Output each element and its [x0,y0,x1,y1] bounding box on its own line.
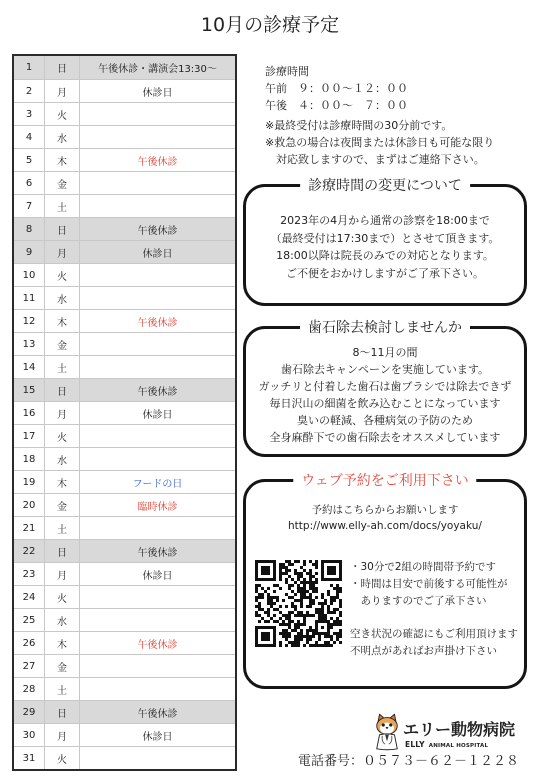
calendar-row [14,56,235,79]
calendar-row [14,194,235,217]
calendar-row [14,654,235,677]
qr-code [255,560,342,647]
day-number: 24 [14,586,45,608]
weekday: 月 [45,563,80,585]
calendar-row [14,401,235,424]
weekday: 日 [45,540,80,562]
weekday: 月 [45,724,80,746]
booking-url: http://www.elly-ah.com/docs/yoyaku/ [288,519,482,532]
day-number: 16 [14,402,45,424]
page-title: 10月の診療予定 [200,14,340,36]
day-number: 19 [14,471,45,493]
campaign-line: 8〜11月の間 [352,345,418,359]
clinic-hours [265,63,494,168]
day-number: 26 [14,632,45,654]
calendar-row [14,286,235,309]
day-note [80,287,235,309]
day-number: 29 [14,701,45,723]
calendar-row [14,378,235,401]
mascot-icon [373,713,401,751]
calendar-row [14,608,235,631]
day-number: 9 [14,241,45,263]
day-note: 午後休診 [137,386,178,398]
day-note: 休診日 [142,87,173,99]
day-number: 27 [14,655,45,677]
weekday: 日 [45,56,80,79]
day-number: 10 [14,264,45,286]
booking-intro: 予約はこちらからお願いします [311,503,459,516]
campaign-line: 臭いの軽減、各種病気の予防のため [297,413,473,427]
weekday: 金 [45,172,80,194]
calendar-row [14,217,235,240]
calendar-row [14,424,235,447]
day-note [80,655,235,677]
hours-morning: 午前 ９：００〜１２：００ [265,82,408,95]
calendar-row [14,562,235,585]
booking-footer-line: 空き状況の確認にもご利用頂けます [350,627,518,640]
weekday: 木 [45,632,80,654]
day-number: 23 [14,563,45,585]
day-note: 午後休診 [137,639,178,651]
day-note: 午後休診・講演会13:30〜 [98,64,217,75]
day-note [80,172,235,194]
weekday: 金 [45,333,80,355]
weekday: 土 [45,356,80,378]
calendar-row [14,332,235,355]
day-note [80,425,235,447]
day-number: 20 [14,494,45,516]
calendar-row [14,355,235,378]
weekday: 水 [45,126,80,148]
calendar-row [14,516,235,539]
weekday: 木 [45,149,80,171]
weekday: 月 [45,241,80,263]
weekday: 火 [45,103,80,125]
day-note: 臨時休診 [137,501,178,513]
booking-title: ウェブ予約をご利用下さい [293,472,476,490]
booking-bullet: ・時間は目安で前後する可能性が [350,577,508,590]
day-note [80,195,235,217]
notice-line: 18:00以降は院長のみでの対応となります。 [276,249,494,262]
notice-box-hours-change [243,177,527,306]
clinic-subtitle: ANIMAL HOSPITAL [428,743,489,749]
booking-bullets [350,559,508,610]
campaign-line: 歯石除去キャンペーンを実施しています。 [281,362,489,376]
hours-heading: 診療時間 [265,65,309,78]
hours-afternoon: 午後 ４：００〜 ７：００ [265,99,408,112]
booking-bullet: ・30分で2組の時間帯予約です [350,560,497,573]
day-note: 休診日 [142,570,173,582]
notice-title: 診療時間の変更について [300,177,470,195]
day-note: 休診日 [142,731,173,743]
weekday: 木 [45,471,80,493]
calendar-row [14,746,235,769]
day-note [80,333,235,355]
booking-footer [350,626,518,660]
clinic-logo [373,713,523,753]
day-number: 18 [14,448,45,470]
calendar-row [14,79,235,102]
campaign-line: ガッチリと付着した歯石は歯ブラシでは除去できず [258,379,512,393]
day-note [80,747,235,769]
notice-body [246,187,524,282]
notice-box-web-booking [243,472,527,689]
weekday: 月 [45,402,80,424]
day-number: 31 [14,747,45,769]
calendar-row [14,700,235,723]
day-note: 午後休診 [137,708,178,720]
day-note [80,586,235,608]
weekday: 土 [45,517,80,539]
weekday: 日 [45,218,80,240]
day-number: 12 [14,310,45,332]
day-note [80,517,235,539]
hours-notes [265,117,494,168]
weekday: 水 [45,448,80,470]
day-number: 2 [14,80,45,102]
calendar-row [14,125,235,148]
booking-footer-line: 不明点があればお声掛け下さい [350,644,497,657]
weekday: 火 [45,425,80,447]
weekday: 日 [45,701,80,723]
mascot-right-eye [389,723,392,726]
calendar-row [14,585,235,608]
calendar-row [14,309,235,332]
day-number: 4 [14,126,45,148]
day-number: 8 [14,218,45,240]
day-note [80,609,235,631]
day-note: フードの日 [132,478,183,490]
weekday: 火 [45,264,80,286]
day-number: 22 [14,540,45,562]
hours-note: ※救急の場合は夜間または休診日も可能な限り [265,136,495,149]
day-number: 28 [14,678,45,700]
weekday: 日 [45,379,80,401]
weekday: 木 [45,310,80,332]
day-note: 休診日 [142,409,173,421]
clinic-name-en [405,741,488,750]
calendar-row [14,631,235,654]
day-number: 21 [14,517,45,539]
calendar-row [14,493,235,516]
notice-line: ご不便をおかけしますがご了承下さい。 [286,266,484,280]
campaign-title: 歯石除去検討しませんか [300,319,470,337]
notice-line: （最終受付は17:30まで）とさせて頂きます。 [270,231,500,245]
calendar-row [14,102,235,125]
weekday: 金 [45,494,80,516]
calendar-row [14,723,235,746]
hours-note: ※最終受付は診療時間の30分前です。 [265,119,453,132]
day-number: 7 [14,195,45,217]
day-number: 15 [14,379,45,401]
day-number: 3 [14,103,45,125]
campaign-line: 毎日沢山の細菌を飲み込むことになっています [269,396,501,410]
weekday: 金 [45,655,80,677]
day-number: 5 [14,149,45,171]
day-number: 13 [14,333,45,355]
day-number: 17 [14,425,45,447]
calendar-row [14,263,235,286]
day-number: 1 [14,56,45,79]
day-number: 25 [14,609,45,631]
mascot-nose [386,727,389,729]
day-note: 午後休診 [137,225,178,237]
weekday: 火 [45,586,80,608]
day-note [80,126,235,148]
day-note: 午後休診 [137,156,178,168]
calendar-row [14,677,235,700]
clinic-brand: ELLY [405,740,425,749]
campaign-line: 全身麻酔下での歯石除去をオススメしています [269,430,501,444]
calendar-row [14,539,235,562]
weekday: 月 [45,80,80,102]
day-note [80,264,235,286]
calendar-row [14,171,235,194]
day-number: 6 [14,172,45,194]
clinic-name: エリー動物病院 [403,720,516,739]
weekday: 土 [45,195,80,217]
calendar-row [14,447,235,470]
campaign-body [246,329,524,446]
day-note [80,448,235,470]
booking-bullet: ありますのでご了承下さい [360,594,487,607]
calendar-row [14,470,235,493]
day-number: 30 [14,724,45,746]
day-note [80,356,235,378]
day-note: 午後休診 [137,317,178,329]
mascot-left-eye [382,723,385,726]
day-number: 14 [14,356,45,378]
calendar-row [14,240,235,263]
calendar-table [12,54,237,771]
day-note: 午後休診 [137,547,178,559]
day-note [80,678,235,700]
day-note [80,103,235,125]
notice-box-dental-campaign [243,319,527,457]
weekday: 火 [45,747,80,769]
weekday: 水 [45,287,80,309]
day-number: 11 [14,287,45,309]
weekday: 水 [45,609,80,631]
phone-number: 電話番号：０５７３－６２－１２２８ [298,754,520,769]
booking-body [246,482,524,534]
weekday: 土 [45,678,80,700]
notice-line: 2023年の4月から通常の診察を18:00まで [280,214,490,227]
day-note: 休診日 [142,248,173,260]
hours-note: 対応致しますので、まずはご連絡下さい。 [276,153,485,166]
calendar-row [14,148,235,171]
